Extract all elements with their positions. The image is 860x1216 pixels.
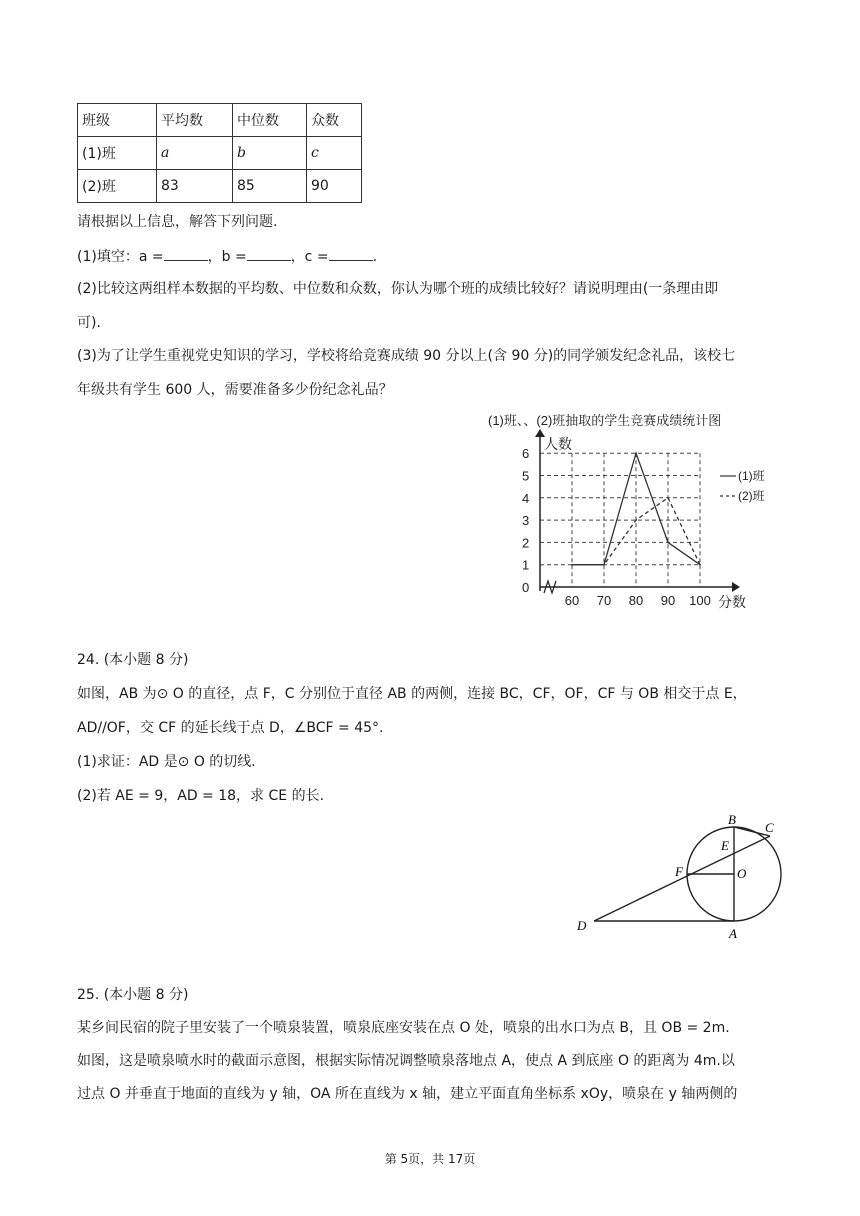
table-cell: (2)班 xyxy=(78,170,157,203)
table-header-cell: 众数 xyxy=(307,104,362,137)
geometry-svg xyxy=(575,812,787,947)
q23-part1-end: . xyxy=(372,249,378,265)
legend-label-class1: (1)班 xyxy=(738,469,765,483)
table-cell: (1)班 xyxy=(78,137,157,170)
chart-grid xyxy=(540,453,700,587)
x-axis-label: 分数 xyxy=(718,594,746,610)
table-cell: a xyxy=(157,137,233,170)
q24-line1: 如图，AB 为⊙ O 的直径，点 F，C 分别位于直径 AB 的两侧，连接 BC，CF，OF，CF 与 OB 相交于点 E， xyxy=(77,686,747,702)
table-cell: c xyxy=(307,137,362,170)
chart-axes xyxy=(535,429,746,610)
y-tick-label: 5 xyxy=(522,468,530,484)
answer-blank-a[interactable] xyxy=(164,246,208,261)
q25-line3: 过点 O 并垂直于地面的直线为 y 轴，OA 所在直线为 x 轴，建立平面直角坐标系 xOy，喷泉在 y 轴两侧的 xyxy=(77,1086,738,1102)
chart-svg xyxy=(486,405,786,617)
q23-part2-line2: 可). xyxy=(77,315,101,331)
q24-line4: (2)若 AE = 9，AD = 18，求 CE 的长. xyxy=(77,788,325,804)
q24-line2: AD//OF，交 CF 的延长线于点 D，∠BCF = 45°. xyxy=(77,720,384,736)
circle-geometry-figure xyxy=(575,812,787,947)
chart-title: (1)班、、(2)班抽取的学生竞赛成绩统计图 xyxy=(488,413,722,428)
label-a: A xyxy=(729,926,737,941)
table-row xyxy=(78,170,362,203)
table-cell: 83 xyxy=(157,170,233,203)
label-o: O xyxy=(737,866,747,881)
table-header-cell: 中位数 xyxy=(233,104,307,137)
data-point-series-1 xyxy=(635,452,637,454)
x-axis-arrow xyxy=(732,582,740,592)
table-header-row xyxy=(78,104,362,137)
table-cell: 90 xyxy=(307,170,362,203)
answer-blank-c[interactable] xyxy=(329,246,373,261)
data-point-series-2 xyxy=(667,497,669,499)
q23-part1 xyxy=(77,246,787,267)
chart-ticks xyxy=(522,446,711,608)
data-point-series-1 xyxy=(667,542,669,544)
x-tick-label: 100 xyxy=(689,593,711,608)
label-c: C xyxy=(765,820,774,835)
q25-header: 25. (本小题 8 分) xyxy=(77,987,189,1003)
axis-break-mark xyxy=(544,581,556,593)
q23-part1-c: ，c = xyxy=(290,249,329,265)
x-tick-label: 70 xyxy=(596,593,612,608)
y-tick-label: 2 xyxy=(522,535,530,551)
y-tick-label: 6 xyxy=(522,446,530,462)
table-cell: b xyxy=(233,137,307,170)
q25-line2: 如图，这是喷泉喷水时的截面示意图，根据实际情况调整喷泉落地点 A，使点 A 到底座 O 的距离为 4m.以 xyxy=(77,1053,735,1069)
x-tick-label: 90 xyxy=(660,593,676,608)
label-f: F xyxy=(675,864,683,879)
answer-blank-b[interactable] xyxy=(247,246,291,261)
table-row xyxy=(78,137,362,170)
q23-part2-line1: (2)比较这两组样本数据的平均数、中位数和众数，你认为哪个班的成绩比较好？请说明理由(一条理由即 xyxy=(77,281,719,297)
y-axis-label: 人数 xyxy=(544,436,572,452)
chart-legend xyxy=(720,468,765,503)
table-header-cell: 班级 xyxy=(78,104,157,137)
data-point-series-2 xyxy=(635,519,637,521)
score-summary-table xyxy=(77,103,362,203)
page-footer: 第 5页，共 17页 xyxy=(384,1152,476,1166)
q23-intro: 请根据以上信息，解答下列问题. xyxy=(77,214,278,230)
x-tick-label: 80 xyxy=(628,593,644,608)
score-line-chart xyxy=(486,405,786,617)
label-b: B xyxy=(728,812,736,827)
data-point-series-2 xyxy=(699,564,701,566)
data-point-series-2 xyxy=(603,564,605,566)
q23-part1-b: ，b = xyxy=(207,249,247,265)
y-tick-label: 4 xyxy=(522,490,530,506)
legend-label-class2: (2)班 xyxy=(738,489,765,503)
label-e: E xyxy=(721,838,729,853)
q24-line3: (1)求证：AD 是⊙ O 的切线. xyxy=(77,754,256,770)
q25-line1: 某乡间民宿的院子里安装了一个喷泉装置，喷泉底座安装在点 O 处，喷泉的出水口为点 B，且 OB = 2m. xyxy=(77,1020,730,1036)
label-d: D xyxy=(577,918,587,933)
x-tick-label: 60 xyxy=(564,593,580,608)
table-cell: 85 xyxy=(233,170,307,203)
q23-part3-line1: (3)为了让学生重视党史知识的学习，学校将给竞赛成绩 90 分以上(含 90 分)的同学颁发纪念礼品，该校七 xyxy=(77,348,736,364)
y-tick-label: 1 xyxy=(522,557,530,573)
q24-header: 24. (本小题 8 分) xyxy=(77,652,189,668)
y-tick-label: 3 xyxy=(522,513,530,529)
data-point-series-2 xyxy=(571,564,573,566)
q23-part3-line2: 年级共有学生 600 人，需要准备多少份纪念礼品？ xyxy=(77,382,393,398)
y-tick-label: 0 xyxy=(522,580,530,595)
table-header-cell: 平均数 xyxy=(157,104,233,137)
q23-part1-a: a = xyxy=(138,249,164,265)
q23-part1-start: (1)填空： xyxy=(77,249,139,265)
